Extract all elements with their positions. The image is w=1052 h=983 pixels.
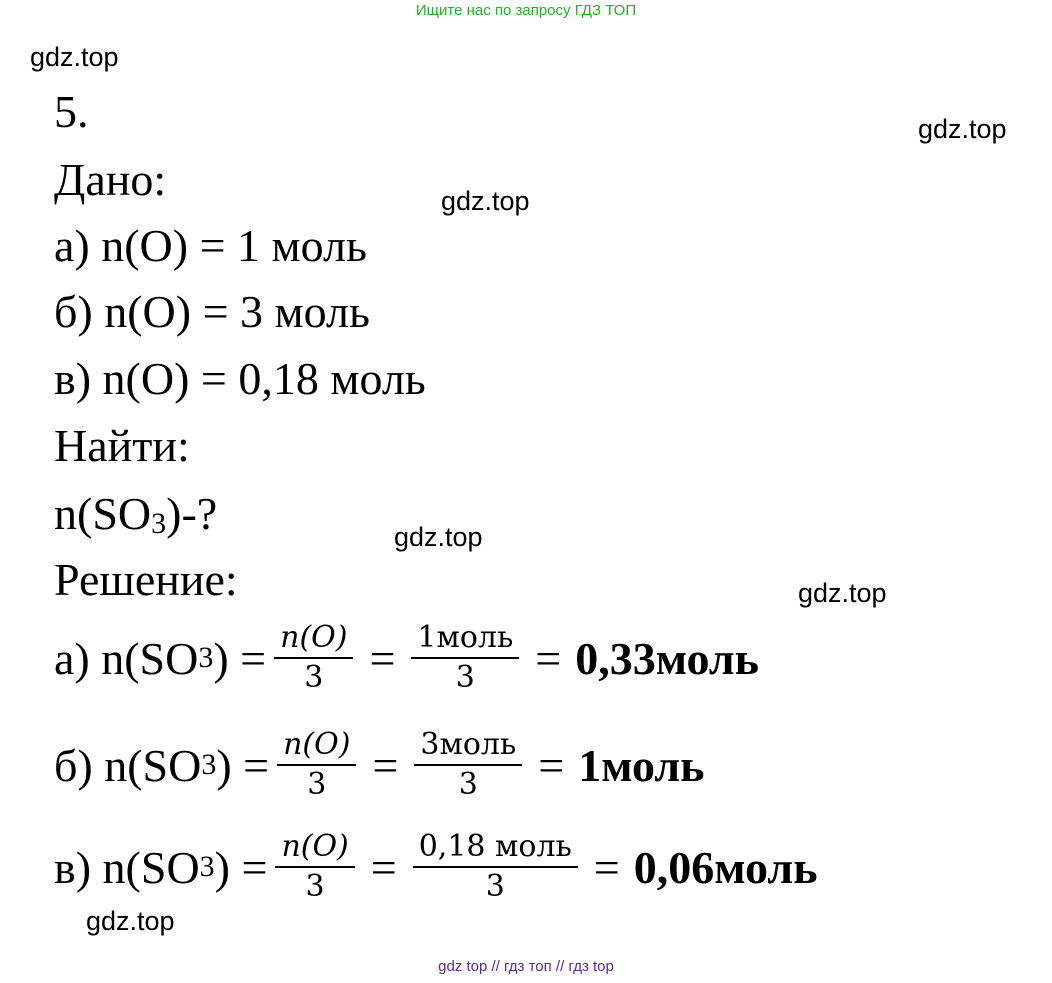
watermark: gdz.top (798, 578, 887, 608)
watermark: gdz.top (86, 906, 175, 936)
watermark: gdz.top (918, 114, 1007, 144)
given-item-c: в) n(O) = 0,18 моль (54, 353, 426, 404)
watermark: gdz.top (394, 522, 483, 552)
fraction: $\frac{n(O)}{3}$ (277, 726, 356, 804)
fraction: $\frac{\text{0,18 моль}}{3}$ (413, 828, 578, 906)
given-item-b: б) n(O) = 3 моль (54, 286, 370, 337)
top-banner: Ищите нас по запросу ГДЗ ТОП (415, 2, 637, 19)
solution-equation-b: б) n(SO 3 ) = $\frac{n(O)}{3}$ = $\frac{\text{3моль}}{3}$ = 1моль (54, 727, 705, 802)
solution-equation-a: а) n(SO 3 ) = $\frac{n(O)}{3}$ = $\frac{\text{1моль}}{3}$ = 0,33моль (54, 620, 759, 695)
solution-equation-c: в) n(SO 3 ) = $\frac{n(O)}{3}$ = $\frac{\text{0,18 моль}}{3}$ = 0,06моль (54, 829, 818, 904)
result: 0,33моль (575, 632, 759, 684)
fraction: $\frac{n(O)}{3}$ (274, 619, 353, 697)
task-number: 5. (54, 86, 89, 137)
given-item-a: а) n(O) = 1 моль (54, 220, 367, 271)
watermark: gdz.top (30, 42, 119, 72)
watermark: gdz.top (441, 186, 530, 216)
footer-links[interactable]: gdz top // гдз топ // гдз top (438, 958, 614, 975)
solution-heading: Решение: (54, 554, 238, 605)
given-heading: Дано: (54, 154, 167, 205)
find-heading: Найти: (54, 420, 190, 471)
result: 0,06моль (633, 841, 818, 893)
result: 1моль (578, 739, 705, 791)
fraction: $\frac{\text{3моль}}{3}$ (414, 726, 522, 804)
find-expression: $n(SO_3)-$? (54, 488, 218, 540)
fraction: $\frac{\text{1моль}}{3}$ (411, 619, 519, 697)
fraction: $\frac{n(O)}{3}$ (275, 828, 354, 906)
